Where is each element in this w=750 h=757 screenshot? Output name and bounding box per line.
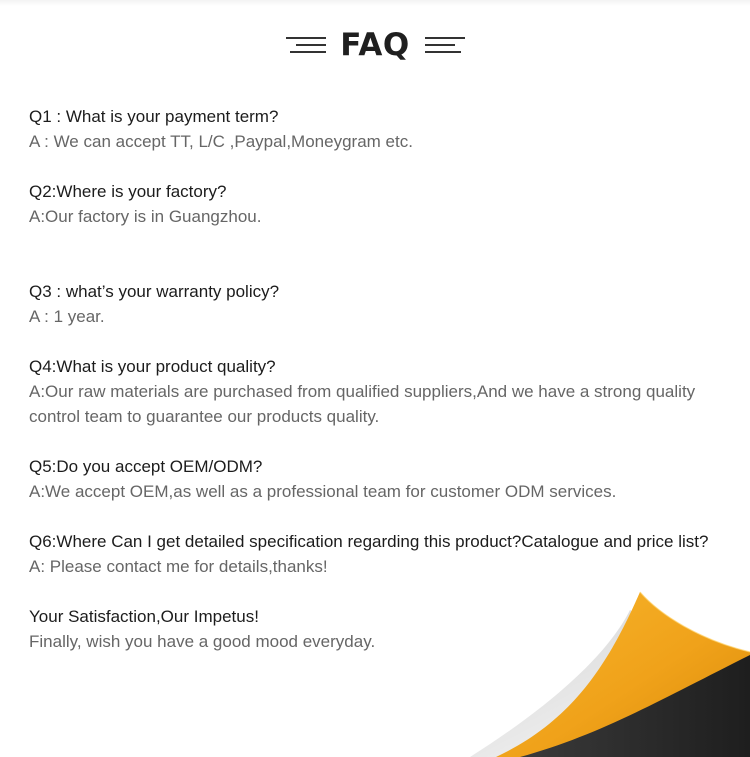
faq-question: Q5:Do you accept OEM/ODM? — [29, 457, 263, 476]
faq-item-q1 — [29, 104, 729, 154]
faq-answer: A:Our raw materials are purchased from qualified suppliers,And we have a strong quality control team to guarantee our products quality. — [29, 382, 696, 426]
faq-answer: A : We can accept TT, L/C ,Paypal,Moneygram etc. — [29, 132, 413, 151]
faq-item-q4 — [29, 354, 729, 429]
faq-answer: A:Our factory is in Guangzhou. — [29, 207, 262, 226]
faq-item-q5 — [29, 454, 729, 504]
closing-message — [29, 604, 729, 654]
top-shadow — [0, 0, 750, 6]
faq-answer: A : 1 year. — [29, 307, 105, 326]
right-decorative-lines — [425, 35, 467, 55]
faq-list — [29, 104, 729, 654]
faq-item-q6 — [29, 529, 729, 579]
page-title: FAQ — [340, 27, 410, 63]
faq-question: Q2:Where is your factory? — [29, 182, 227, 201]
faq-question: Q4:What is your product quality? — [29, 357, 276, 376]
faq-question: Q6:Where Can I get detailed specification regarding this product?Catalogue and price list? — [29, 532, 709, 551]
faq-header — [0, 22, 750, 68]
faq-answer: A: Please contact me for details,thanks! — [29, 557, 328, 576]
faq-item-q2 — [29, 179, 729, 229]
faq-item-q3 — [29, 279, 729, 329]
closing-headline: Your Satisfaction,Our Impetus! — [29, 607, 259, 626]
faq-question: Q1 : What is your payment term? — [29, 107, 279, 126]
closing-text: Finally, wish you have a good mood everyday. — [29, 632, 376, 651]
faq-answer: A:We accept OEM,as well as a professional team for customer ODM services. — [29, 482, 617, 501]
faq-question: Q3 : what’s your warranty policy? — [29, 282, 280, 301]
